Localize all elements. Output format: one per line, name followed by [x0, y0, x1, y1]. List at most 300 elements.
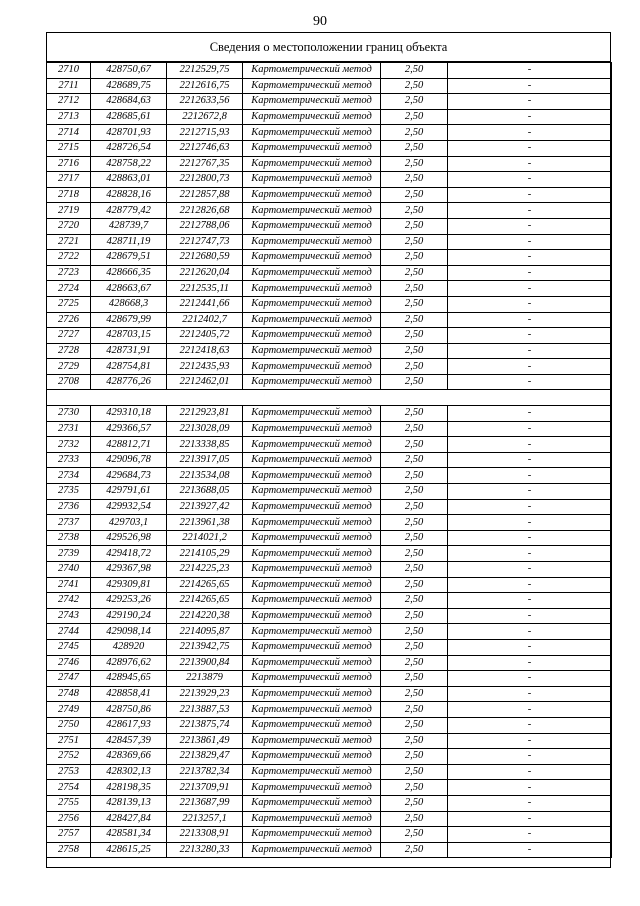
- description-cell: -: [448, 780, 612, 796]
- description-cell: -: [448, 702, 612, 718]
- method-cell: Картометрический метод: [243, 63, 381, 79]
- table-row: [47, 530, 612, 546]
- method-cell: Картометрический метод: [243, 499, 381, 515]
- y-coordinate-cell: 2212923,81: [167, 406, 243, 422]
- x-coordinate-cell: 428689,75: [91, 78, 167, 94]
- point-number-cell: 2728: [47, 343, 91, 359]
- method-cell: Картометрический метод: [243, 94, 381, 110]
- y-coordinate-cell: 2213900,84: [167, 655, 243, 671]
- method-cell: Картометрический метод: [243, 452, 381, 468]
- x-coordinate-cell: 428731,91: [91, 343, 167, 359]
- y-coordinate-cell: 2213709,91: [167, 780, 243, 796]
- boundary-table-frame: [46, 32, 611, 868]
- table-row: [47, 328, 612, 344]
- y-coordinate-cell: 2212633,56: [167, 94, 243, 110]
- accuracy-cell: 2,50: [381, 499, 448, 515]
- coordinates-table-body: [47, 63, 612, 858]
- y-coordinate-cell: 2212747,73: [167, 234, 243, 250]
- accuracy-cell: 2,50: [381, 312, 448, 328]
- table-row: [47, 140, 612, 156]
- table-row: [47, 187, 612, 203]
- table-row: [47, 686, 612, 702]
- x-coordinate-cell: 428679,51: [91, 250, 167, 266]
- method-cell: Картометрический метод: [243, 515, 381, 531]
- y-coordinate-cell: 2212405,72: [167, 328, 243, 344]
- method-cell: Картометрический метод: [243, 639, 381, 655]
- description-cell: -: [448, 484, 612, 500]
- table-row: [47, 109, 612, 125]
- point-number-cell: 2712: [47, 94, 91, 110]
- method-cell: Картометрический метод: [243, 374, 381, 390]
- table-row: [47, 842, 612, 858]
- accuracy-cell: 2,50: [381, 671, 448, 687]
- accuracy-cell: 2,50: [381, 452, 448, 468]
- description-cell: -: [448, 749, 612, 765]
- method-cell: Картометрический метод: [243, 702, 381, 718]
- table-row: [47, 639, 612, 655]
- table-row: [47, 624, 612, 640]
- method-cell: Картометрический метод: [243, 359, 381, 375]
- point-number-cell: 2734: [47, 468, 91, 484]
- method-cell: Картометрический метод: [243, 437, 381, 453]
- x-coordinate-cell: 428615,25: [91, 842, 167, 858]
- x-coordinate-cell: 428750,86: [91, 702, 167, 718]
- accuracy-cell: 2,50: [381, 109, 448, 125]
- table-row: [47, 250, 612, 266]
- method-cell: Картометрический метод: [243, 156, 381, 172]
- table-row: [47, 717, 612, 733]
- point-number-cell: 2726: [47, 312, 91, 328]
- y-coordinate-cell: 2213257,1: [167, 811, 243, 827]
- method-cell: Картометрический метод: [243, 265, 381, 281]
- description-cell: -: [448, 452, 612, 468]
- y-coordinate-cell: 2212620,04: [167, 265, 243, 281]
- y-coordinate-cell: 2213028,09: [167, 421, 243, 437]
- table-row: [47, 312, 612, 328]
- description-cell: -: [448, 468, 612, 484]
- point-number-cell: 2723: [47, 265, 91, 281]
- x-coordinate-cell: 428663,67: [91, 281, 167, 297]
- accuracy-cell: 2,50: [381, 421, 448, 437]
- table-row: [47, 203, 612, 219]
- table-row: [47, 281, 612, 297]
- accuracy-cell: 2,50: [381, 764, 448, 780]
- description-cell: -: [448, 546, 612, 562]
- point-number-cell: 2725: [47, 296, 91, 312]
- accuracy-cell: 2,50: [381, 437, 448, 453]
- table-row: [47, 515, 612, 531]
- point-number-cell: 2744: [47, 624, 91, 640]
- description-cell: -: [448, 827, 612, 843]
- point-number-cell: 2739: [47, 546, 91, 562]
- y-coordinate-cell: 2212529,75: [167, 63, 243, 79]
- table-row: [47, 359, 612, 375]
- description-cell: -: [448, 374, 612, 390]
- accuracy-cell: 2,50: [381, 593, 448, 609]
- table-row: [47, 218, 612, 234]
- table-row: [47, 63, 612, 79]
- point-number-cell: 2729: [47, 359, 91, 375]
- method-cell: Картометрический метод: [243, 842, 381, 858]
- x-coordinate-cell: 428457,39: [91, 733, 167, 749]
- x-coordinate-cell: 429791,61: [91, 484, 167, 500]
- accuracy-cell: 2,50: [381, 702, 448, 718]
- x-coordinate-cell: 428581,34: [91, 827, 167, 843]
- accuracy-cell: 2,50: [381, 749, 448, 765]
- method-cell: Картометрический метод: [243, 218, 381, 234]
- x-coordinate-cell: 428302,13: [91, 764, 167, 780]
- accuracy-cell: 2,50: [381, 359, 448, 375]
- y-coordinate-cell: 2212672,8: [167, 109, 243, 125]
- point-number-cell: 2708: [47, 374, 91, 390]
- method-cell: Картометрический метод: [243, 328, 381, 344]
- description-cell: -: [448, 265, 612, 281]
- table-title: Сведения о местоположении границ объекта: [47, 33, 610, 62]
- accuracy-cell: 2,50: [381, 827, 448, 843]
- accuracy-cell: 2,50: [381, 328, 448, 344]
- description-cell: -: [448, 686, 612, 702]
- table-row: [47, 421, 612, 437]
- point-number-cell: 2755: [47, 795, 91, 811]
- table-row: [47, 78, 612, 94]
- y-coordinate-cell: 2212767,35: [167, 156, 243, 172]
- y-coordinate-cell: 2212535,11: [167, 281, 243, 297]
- y-coordinate-cell: 2212462,01: [167, 374, 243, 390]
- method-cell: Картометрический метод: [243, 811, 381, 827]
- y-coordinate-cell: 2213917,05: [167, 452, 243, 468]
- y-coordinate-cell: 2214265,65: [167, 577, 243, 593]
- y-coordinate-cell: 2212788,06: [167, 218, 243, 234]
- y-coordinate-cell: 2213280,33: [167, 842, 243, 858]
- x-coordinate-cell: 428711,19: [91, 234, 167, 250]
- x-coordinate-cell: 429190,24: [91, 608, 167, 624]
- y-coordinate-cell: 2212435,93: [167, 359, 243, 375]
- description-cell: -: [448, 218, 612, 234]
- table-row: [47, 94, 612, 110]
- point-number-cell: 2715: [47, 140, 91, 156]
- point-number-cell: 2754: [47, 780, 91, 796]
- point-number-cell: 2757: [47, 827, 91, 843]
- method-cell: Картометрический метод: [243, 203, 381, 219]
- method-cell: Картометрический метод: [243, 78, 381, 94]
- accuracy-cell: 2,50: [381, 94, 448, 110]
- description-cell: -: [448, 156, 612, 172]
- accuracy-cell: 2,50: [381, 562, 448, 578]
- accuracy-cell: 2,50: [381, 203, 448, 219]
- table-row: [47, 468, 612, 484]
- y-coordinate-cell: 2213861,49: [167, 733, 243, 749]
- point-number-cell: 2742: [47, 593, 91, 609]
- x-coordinate-cell: 428701,93: [91, 125, 167, 141]
- method-cell: Картометрический метод: [243, 608, 381, 624]
- point-number-cell: 2749: [47, 702, 91, 718]
- y-coordinate-cell: 2213534,08: [167, 468, 243, 484]
- description-cell: -: [448, 624, 612, 640]
- y-coordinate-cell: 2213688,05: [167, 484, 243, 500]
- y-coordinate-cell: 2212800,73: [167, 172, 243, 188]
- accuracy-cell: 2,50: [381, 780, 448, 796]
- y-coordinate-cell: 2214225,23: [167, 562, 243, 578]
- y-coordinate-cell: 2213961,38: [167, 515, 243, 531]
- coordinates-table: [46, 62, 612, 858]
- point-number-cell: 2753: [47, 764, 91, 780]
- table-row: [47, 265, 612, 281]
- method-cell: Картометрический метод: [243, 717, 381, 733]
- x-coordinate-cell: 428679,99: [91, 312, 167, 328]
- table-row: [47, 234, 612, 250]
- point-number-cell: 2733: [47, 452, 91, 468]
- accuracy-cell: 2,50: [381, 374, 448, 390]
- method-cell: Картометрический метод: [243, 187, 381, 203]
- x-coordinate-cell: 428666,35: [91, 265, 167, 281]
- method-cell: Картометрический метод: [243, 296, 381, 312]
- point-number-cell: 2710: [47, 63, 91, 79]
- description-cell: -: [448, 562, 612, 578]
- point-number-cell: 2730: [47, 406, 91, 422]
- table-row: [47, 733, 612, 749]
- description-cell: -: [448, 109, 612, 125]
- table-row: [47, 172, 612, 188]
- method-cell: Картометрический метод: [243, 172, 381, 188]
- description-cell: -: [448, 795, 612, 811]
- method-cell: Картометрический метод: [243, 593, 381, 609]
- y-coordinate-cell: 2213942,75: [167, 639, 243, 655]
- method-cell: Картометрический метод: [243, 733, 381, 749]
- accuracy-cell: 2,50: [381, 281, 448, 297]
- x-coordinate-cell: 429098,14: [91, 624, 167, 640]
- accuracy-cell: 2,50: [381, 484, 448, 500]
- method-cell: Картометрический метод: [243, 780, 381, 796]
- accuracy-cell: 2,50: [381, 265, 448, 281]
- table-row: [47, 437, 612, 453]
- x-coordinate-cell: 428739,7: [91, 218, 167, 234]
- x-coordinate-cell: 429309,81: [91, 577, 167, 593]
- description-cell: -: [448, 63, 612, 79]
- table-row: [47, 608, 612, 624]
- y-coordinate-cell: 2212746,63: [167, 140, 243, 156]
- method-cell: Картометрический метод: [243, 749, 381, 765]
- table-row: [47, 749, 612, 765]
- x-coordinate-cell: 428668,3: [91, 296, 167, 312]
- table-row: [47, 577, 612, 593]
- description-cell: -: [448, 608, 612, 624]
- point-number-cell: 2748: [47, 686, 91, 702]
- x-coordinate-cell: 428726,54: [91, 140, 167, 156]
- y-coordinate-cell: 2212826,68: [167, 203, 243, 219]
- description-cell: -: [448, 140, 612, 156]
- y-coordinate-cell: 2213829,47: [167, 749, 243, 765]
- description-cell: -: [448, 328, 612, 344]
- point-number-cell: 2745: [47, 639, 91, 655]
- x-coordinate-cell: 429253,26: [91, 593, 167, 609]
- point-number-cell: 2718: [47, 187, 91, 203]
- point-number-cell: 2741: [47, 577, 91, 593]
- point-number-cell: 2720: [47, 218, 91, 234]
- description-cell: -: [448, 234, 612, 250]
- x-coordinate-cell: 429526,98: [91, 530, 167, 546]
- method-cell: Картометрический метод: [243, 234, 381, 250]
- description-cell: -: [448, 655, 612, 671]
- table-row: [47, 499, 612, 515]
- description-cell: -: [448, 78, 612, 94]
- description-cell: -: [448, 733, 612, 749]
- table-row: [47, 452, 612, 468]
- point-number-cell: 2714: [47, 125, 91, 141]
- point-number-cell: 2711: [47, 78, 91, 94]
- y-coordinate-cell: 2213308,91: [167, 827, 243, 843]
- y-coordinate-cell: 2214105,29: [167, 546, 243, 562]
- point-number-cell: 2735: [47, 484, 91, 500]
- point-number-cell: 2752: [47, 749, 91, 765]
- point-number-cell: 2732: [47, 437, 91, 453]
- accuracy-cell: 2,50: [381, 250, 448, 266]
- x-coordinate-cell: 428945,65: [91, 671, 167, 687]
- description-cell: -: [448, 359, 612, 375]
- x-coordinate-cell: 428703,15: [91, 328, 167, 344]
- table-row: [47, 374, 612, 390]
- y-coordinate-cell: 2214220,38: [167, 608, 243, 624]
- method-cell: Картометрический метод: [243, 250, 381, 266]
- description-cell: -: [448, 296, 612, 312]
- table-row: [47, 702, 612, 718]
- x-coordinate-cell: 428920: [91, 639, 167, 655]
- point-number-cell: 2736: [47, 499, 91, 515]
- y-coordinate-cell: 2213687,99: [167, 795, 243, 811]
- table-row: [47, 671, 612, 687]
- accuracy-cell: 2,50: [381, 343, 448, 359]
- accuracy-cell: 2,50: [381, 515, 448, 531]
- method-cell: Картометрический метод: [243, 125, 381, 141]
- table-row: [47, 343, 612, 359]
- method-cell: Картометрический метод: [243, 655, 381, 671]
- accuracy-cell: 2,50: [381, 733, 448, 749]
- y-coordinate-cell: 2212616,75: [167, 78, 243, 94]
- x-coordinate-cell: 428858,41: [91, 686, 167, 702]
- x-coordinate-cell: 428750,67: [91, 63, 167, 79]
- x-coordinate-cell: 429367,98: [91, 562, 167, 578]
- x-coordinate-cell: 428369,66: [91, 749, 167, 765]
- point-number-cell: 2727: [47, 328, 91, 344]
- y-coordinate-cell: 2213927,42: [167, 499, 243, 515]
- x-coordinate-cell: 429703,1: [91, 515, 167, 531]
- accuracy-cell: 2,50: [381, 717, 448, 733]
- description-cell: -: [448, 406, 612, 422]
- accuracy-cell: 2,50: [381, 172, 448, 188]
- y-coordinate-cell: 2212418,63: [167, 343, 243, 359]
- table-row: [47, 655, 612, 671]
- description-cell: -: [448, 125, 612, 141]
- accuracy-cell: 2,50: [381, 655, 448, 671]
- x-coordinate-cell: 429932,54: [91, 499, 167, 515]
- accuracy-cell: 2,50: [381, 406, 448, 422]
- method-cell: Картометрический метод: [243, 406, 381, 422]
- method-cell: Картометрический метод: [243, 140, 381, 156]
- y-coordinate-cell: 2213782,34: [167, 764, 243, 780]
- accuracy-cell: 2,50: [381, 842, 448, 858]
- table-row: [47, 795, 612, 811]
- x-coordinate-cell: 428139,13: [91, 795, 167, 811]
- y-coordinate-cell: 2213887,53: [167, 702, 243, 718]
- x-coordinate-cell: 428684,63: [91, 94, 167, 110]
- description-cell: -: [448, 312, 612, 328]
- description-cell: -: [448, 94, 612, 110]
- y-coordinate-cell: 2214095,87: [167, 624, 243, 640]
- point-number-cell: 2719: [47, 203, 91, 219]
- y-coordinate-cell: 2212680,59: [167, 250, 243, 266]
- accuracy-cell: 2,50: [381, 530, 448, 546]
- point-number-cell: 2750: [47, 717, 91, 733]
- description-cell: -: [448, 343, 612, 359]
- method-cell: Картометрический метод: [243, 468, 381, 484]
- description-cell: -: [448, 593, 612, 609]
- method-cell: Картометрический метод: [243, 671, 381, 687]
- description-cell: -: [448, 421, 612, 437]
- table-row: [47, 406, 612, 422]
- accuracy-cell: 2,50: [381, 63, 448, 79]
- point-number-cell: 2738: [47, 530, 91, 546]
- accuracy-cell: 2,50: [381, 140, 448, 156]
- method-cell: Картометрический метод: [243, 562, 381, 578]
- method-cell: Картометрический метод: [243, 312, 381, 328]
- method-cell: Картометрический метод: [243, 577, 381, 593]
- method-cell: Картометрический метод: [243, 421, 381, 437]
- point-number-cell: 2724: [47, 281, 91, 297]
- accuracy-cell: 2,50: [381, 811, 448, 827]
- table-row: [47, 827, 612, 843]
- description-cell: -: [448, 811, 612, 827]
- point-number-cell: 2743: [47, 608, 91, 624]
- method-cell: Картометрический метод: [243, 484, 381, 500]
- point-number-cell: 2758: [47, 842, 91, 858]
- method-cell: Картометрический метод: [243, 764, 381, 780]
- accuracy-cell: 2,50: [381, 624, 448, 640]
- point-number-cell: 2751: [47, 733, 91, 749]
- accuracy-cell: 2,50: [381, 187, 448, 203]
- point-number-cell: 2716: [47, 156, 91, 172]
- accuracy-cell: 2,50: [381, 686, 448, 702]
- description-cell: -: [448, 172, 612, 188]
- x-coordinate-cell: 429418,72: [91, 546, 167, 562]
- accuracy-cell: 2,50: [381, 546, 448, 562]
- method-cell: Картометрический метод: [243, 109, 381, 125]
- method-cell: Картометрический метод: [243, 686, 381, 702]
- accuracy-cell: 2,50: [381, 795, 448, 811]
- method-cell: Картометрический метод: [243, 795, 381, 811]
- point-number-cell: 2756: [47, 811, 91, 827]
- accuracy-cell: 2,50: [381, 125, 448, 141]
- accuracy-cell: 2,50: [381, 296, 448, 312]
- method-cell: Картометрический метод: [243, 281, 381, 297]
- point-number-cell: 2740: [47, 562, 91, 578]
- x-coordinate-cell: 428754,81: [91, 359, 167, 375]
- x-coordinate-cell: 429684,73: [91, 468, 167, 484]
- accuracy-cell: 2,50: [381, 218, 448, 234]
- description-cell: -: [448, 437, 612, 453]
- table-row: [47, 811, 612, 827]
- table-row: [47, 780, 612, 796]
- description-cell: -: [448, 842, 612, 858]
- description-cell: -: [448, 577, 612, 593]
- accuracy-cell: 2,50: [381, 608, 448, 624]
- point-number-cell: 2721: [47, 234, 91, 250]
- y-coordinate-cell: 2213879: [167, 671, 243, 687]
- x-coordinate-cell: 428685,61: [91, 109, 167, 125]
- description-cell: -: [448, 671, 612, 687]
- point-number-cell: 2713: [47, 109, 91, 125]
- x-coordinate-cell: 428427,84: [91, 811, 167, 827]
- y-coordinate-cell: 2212441,66: [167, 296, 243, 312]
- x-coordinate-cell: 428828,16: [91, 187, 167, 203]
